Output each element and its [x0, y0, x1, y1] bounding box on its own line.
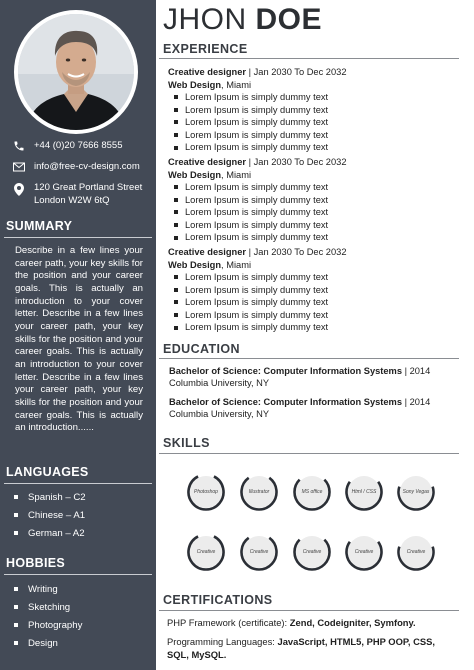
job-bullet: Lorem Ipsum is simply dummy text [174, 321, 347, 334]
languages-list [14, 488, 86, 542]
job-location: , Miami [221, 259, 252, 270]
skill-ring [239, 532, 279, 572]
job-separator: | [246, 157, 254, 167]
skill-ring [186, 532, 226, 572]
job-bullet: Lorem Ipsum is simply dummy text [174, 296, 347, 309]
hobbies-list [14, 580, 82, 652]
job-title: Creative designer [168, 247, 247, 257]
phone-icon [12, 139, 26, 152]
last-name: DOE [255, 3, 323, 36]
skill-label: Creative [302, 549, 322, 555]
job-entry [168, 66, 347, 154]
skill-label: Creative [406, 549, 426, 555]
hobby-item: Photography [14, 616, 82, 634]
experience-divider [159, 58, 459, 59]
job-bullet: Lorem Ipsum is simply dummy text [174, 141, 347, 154]
certification-label: Programming Languages: [167, 636, 278, 647]
hobby-item: Sketching [14, 598, 82, 616]
education-degree: Bachelor of Science: Computer Information Systems [169, 397, 402, 407]
certifications-divider [159, 610, 459, 611]
education-school: Columbia University, NY [169, 408, 270, 419]
skill-label: Creative [249, 549, 269, 555]
skill-label: Creative [354, 549, 374, 555]
certification-label: PHP Framework (certificate): [167, 617, 290, 628]
skills-divider [159, 453, 459, 454]
job-entry [168, 156, 347, 244]
skill-label: Html / CSS [351, 489, 377, 495]
hobbies-heading: HOBBIES [6, 556, 66, 570]
contact-phone [12, 139, 122, 152]
job-bullet: Lorem Ipsum is simply dummy text [174, 116, 347, 129]
job-location: , Miami [221, 169, 252, 180]
education-separator: | [402, 397, 410, 407]
job-bullets [174, 91, 347, 154]
job-separator: | [246, 67, 254, 77]
education-divider [159, 358, 459, 359]
skill-label: Creative [196, 549, 216, 555]
education-school: Columbia University, NY [169, 377, 270, 388]
hobby-item: Writing [14, 580, 82, 598]
education-separator: | [402, 366, 410, 376]
education-heading: EDUCATION [163, 342, 240, 356]
job-title: Creative designer [168, 157, 247, 167]
languages-divider [4, 483, 152, 484]
skill-label: Photoshop [194, 489, 218, 495]
contact-email [12, 160, 140, 173]
job-bullet: Lorem Ipsum is simply dummy text [174, 91, 347, 104]
job-bullet: Lorem Ipsum is simply dummy text [174, 309, 347, 322]
job-bullet: Lorem Ipsum is simply dummy text [174, 104, 347, 117]
certifications-heading: CERTIFICATIONS [163, 593, 273, 607]
certification-value: Zend, Codeigniter, Symfony. [289, 617, 416, 628]
skill-ring [186, 472, 226, 512]
job-dates: Jan 2030 To Dec 2032 [253, 67, 347, 77]
address-line1: 120 Great Portland Street [34, 182, 143, 193]
language-item: Spanish – C2 [14, 488, 86, 506]
summary-heading: SUMMARY [6, 219, 73, 233]
job-location: , Miami [221, 79, 252, 90]
job-bullet: Lorem Ipsum is simply dummy text [174, 129, 347, 142]
hobbies-divider [4, 574, 152, 575]
job-bullet: Lorem Ipsum is simply dummy text [174, 219, 347, 232]
full-name [163, 2, 322, 38]
job-bullets [174, 271, 347, 334]
job-separator: | [246, 247, 254, 257]
phone-text: +44 (0)20 7666 8555 [34, 140, 123, 151]
education-year: 2014 [409, 366, 431, 376]
skill-ring [396, 532, 436, 572]
education-year: 2014 [409, 397, 431, 407]
skill-ring [344, 472, 384, 512]
certification-value: JavaScript, HTML5, PHP OOP, CSS, SQL, MySQL. [167, 636, 436, 660]
job-bullet: Lorem Ipsum is simply dummy text [174, 206, 347, 219]
job-bullets [174, 181, 347, 244]
summary-divider [4, 237, 152, 238]
first-name: JHON [163, 3, 247, 36]
sidebar [0, 0, 156, 670]
job-bullet: Lorem Ipsum is simply dummy text [174, 231, 347, 244]
map-pin-icon [12, 183, 26, 196]
job-dates: Jan 2030 To Dec 2032 [253, 247, 347, 257]
languages-heading: LANGUAGES [6, 465, 89, 479]
education-entry [169, 366, 430, 389]
job-company: Web Design [168, 169, 222, 180]
skill-ring [292, 532, 332, 572]
skill-ring [396, 472, 436, 512]
sidebar-edge [156, 0, 159, 670]
job-bullet: Lorem Ipsum is simply dummy text [174, 194, 347, 207]
job-bullet: Lorem Ipsum is simply dummy text [174, 181, 347, 194]
job-bullet: Lorem Ipsum is simply dummy text [174, 271, 347, 284]
hobby-item: Design [14, 634, 82, 652]
education-degree: Bachelor of Science: Computer Information Systems [169, 366, 402, 376]
skill-ring [292, 472, 332, 512]
skill-ring [344, 532, 384, 572]
job-dates: Jan 2030 To Dec 2032 [253, 157, 347, 167]
certification-line [167, 617, 467, 630]
profile-photo [18, 14, 134, 130]
certification-line [167, 636, 459, 661]
job-company: Web Design [168, 79, 222, 90]
address-line2: London W2W 6tQ [34, 195, 110, 206]
profile-photo-frame [14, 10, 138, 134]
job-title: Creative designer [168, 67, 247, 77]
skill-label: Sony Vegas [402, 489, 430, 495]
job-entry [168, 246, 347, 334]
envelope-icon [12, 160, 26, 173]
experience-heading: EXPERIENCE [163, 42, 248, 56]
skill-label: Illustrator [248, 489, 270, 495]
job-company: Web Design [168, 259, 222, 270]
language-item: German – A2 [14, 524, 86, 542]
language-item: Chinese – A1 [14, 506, 86, 524]
summary-text: Describe in a few lines your career path, your key skills for the position and your career goals. This is actually an introduction to your cover letter. Describe in a few lines your career path, your key skills for the position and your career goals. This is actually an introduction to your cover letter. Describe in a few lines your career path, your key skills for the position and your career goals. This is actually an introduction...... [15, 245, 143, 434]
email-text[interactable]: info@free-cv-design.com [34, 161, 140, 172]
skills-heading: SKILLS [163, 436, 210, 450]
job-bullet: Lorem Ipsum is simply dummy text [174, 284, 347, 297]
skill-label: MS office [301, 489, 323, 495]
skill-ring [239, 472, 279, 512]
education-entry [169, 397, 430, 420]
contact-address [12, 181, 142, 207]
